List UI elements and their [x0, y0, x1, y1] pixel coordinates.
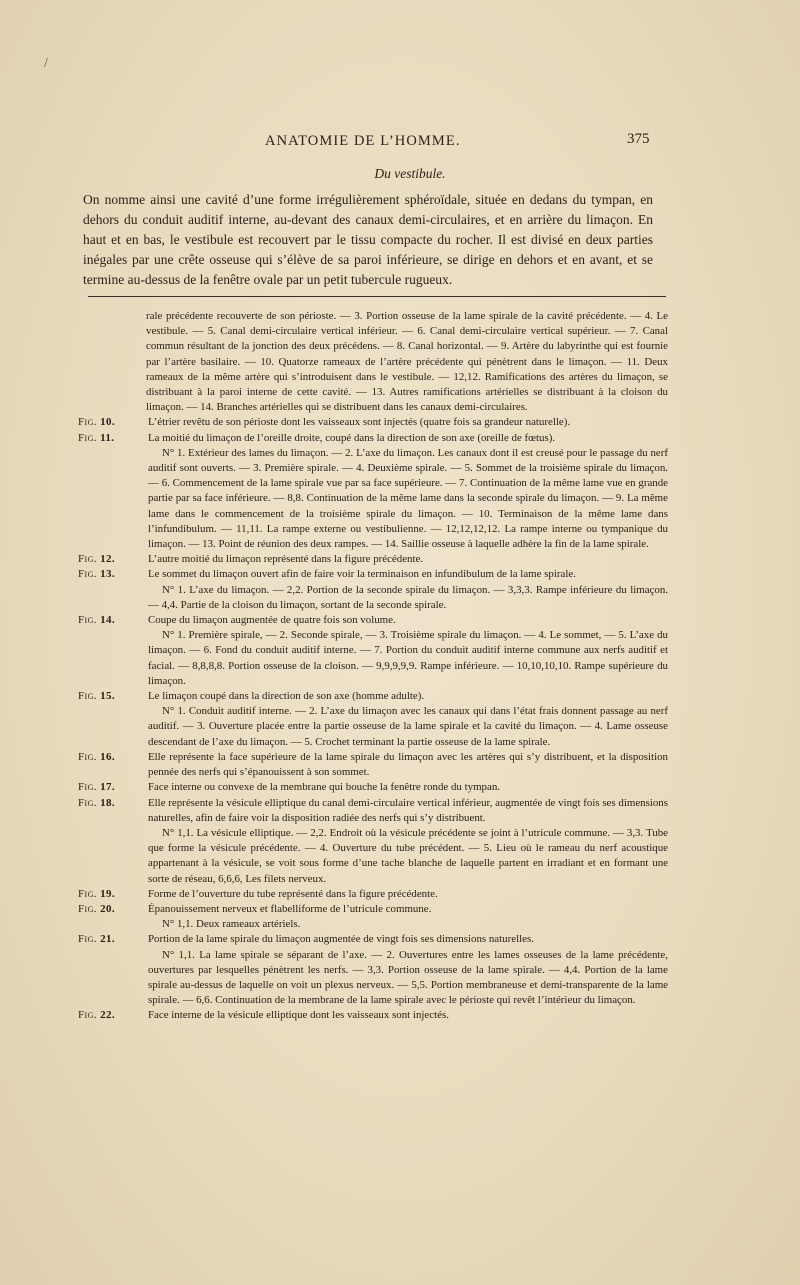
figure-caption: Portion de la lame spirale du limaçon augmentée de vingt fois ses dimensions naturelles.: [148, 933, 534, 946]
figure-caption: Elle représente la vésicule elliptique du canal demi-circulaire vertical inférieur, augmentée de vingt fois ses dimensions naturelles, afin de faire voir la disposition radiée des nerfs qui s’y distribuent.: [148, 796, 668, 824]
figure-number: 17.: [100, 781, 116, 794]
figure-number: 13.: [100, 568, 116, 581]
section-divider: [88, 296, 666, 297]
figure-caption: Elle représente la face supérieure de la lame spirale du limaçon avec les artères qui s’y distribuent, et la disposition pennée des nerfs qui s’épanouissent à son sommet.: [148, 750, 668, 779]
figure-label: [78, 1008, 140, 1023]
figure-number: 12.: [100, 553, 116, 566]
figure-caption: Épanouissement nerveux et flabelliforme de l’utricule commune.: [148, 902, 432, 915]
figure-label-word: Fig.: [78, 431, 97, 444]
figure-caption: Le sommet du limaçon ouvert afin de faire voir la terminaison en infundibulum de la lame spirale.: [148, 568, 576, 581]
figure-label-word: Fig.: [78, 690, 97, 703]
figure-key: N° 1. Première spirale, — 2. Seconde spirale, — 3. Troisième spirale du limaçon. — 4. Le sommet, — 5. L’axe du limaçon. — 6. Fond du conduit auditif interne. — 7. Portion du conduit auditif interne commune aux nerfs auditif et facial. — 8,8,8,8. Portion osseuse de la cloison. — 9,9,9,9,9. Rampe inférieure. — 10,10,10,10. Rampe supérieure du limaçon.: [148, 629, 668, 687]
figure-entry: [78, 1008, 668, 1023]
figure-number: 11.: [100, 431, 115, 444]
figure-key: N° 1,1. La vésicule elliptique. — 2,2. Endroit où la vésicule précédente se joint à l’utricule commune. — 3,3. Tube que forme la vésicule précédente. — 4. Ouverture du tube précédent. — 5. Lieu où le rameau du nerf acoustique appartenant à la vésicule, se voit sous forme d’une tache blanche de laquelle partent en irradiant et en formant une sorte de réseau, 6,6,6, Les filets nerveux.: [148, 826, 668, 885]
figure-number: 10.: [100, 416, 116, 429]
figure-label: [78, 932, 140, 947]
figure-label: [78, 689, 140, 704]
running-title: ANATOMIE DE L’HOMME.: [265, 133, 461, 149]
figure-label: [78, 780, 140, 795]
figure-entry: [78, 750, 668, 780]
figure-caption: L’autre moitié du limaçon représenté dans la figure précédente.: [148, 553, 424, 566]
figure-caption: L’étrier revêtu de son périoste dont les vaisseaux sont injectés (quatre fois sa grandeur naturelle).: [148, 416, 571, 429]
figure-label: [78, 613, 140, 628]
figure-key: N° 1,1. La lame spirale se séparant de l’axe. — 2. Ouvertures entre les lames osseuses de la lame précédente, ouvertures par lesquelles pénètrent les nerfs. — 3,3. Portion osseuse de la lame spirale. — 4,4. Portion de la lame spirale au-dessus de laquelle on voit un plexus nerveux. — 5,5. Portion membraneuse et demi-transparente de la lame spirale. — 6,6. Continuation de la membrane de la lame spirale avec le périoste qui revêt l’intérieur du limaçon.: [148, 948, 668, 1007]
figure-caption: Forme de l’ouverture du tube représenté dans la figure précédente.: [148, 887, 438, 900]
figure-caption: Coupe du limaçon augmentée de quatre fois son volume.: [148, 614, 396, 627]
figure-entry: [78, 613, 668, 689]
figure-entry: [78, 902, 668, 932]
figure-entry: [78, 415, 668, 430]
figure-key: N° 1,1. Deux rameaux artériels.: [162, 918, 301, 931]
figure-label-word: Fig.: [78, 416, 97, 429]
figure-entry: [78, 887, 668, 902]
figure-label-word: Fig.: [78, 887, 97, 900]
figure-caption: La moitié du limaçon de l’oreille droite, coupé dans la direction de son axe (oreille de fœtus).: [148, 431, 556, 444]
figure-number: 18.: [100, 796, 116, 809]
figure-entry: [78, 431, 668, 553]
figure-key: N° 1. L’axe du limaçon. — 2,2. Portion de la seconde spirale du limaçon. — 3,3,3. Rampe inférieure du limaçon. — 4,4. Partie de la cloison du limaçon, sortant de la seconde spirale.: [148, 583, 668, 611]
figure-entry: [78, 689, 668, 750]
page-number: 375: [627, 131, 650, 147]
figure-entry: [78, 552, 668, 567]
figure-entry: [78, 567, 668, 613]
figure-label-word: Fig.: [78, 796, 97, 809]
figure-number: 14.: [100, 614, 116, 627]
figure-entry: [78, 932, 668, 1008]
figure-number: 21.: [100, 933, 116, 946]
figure-key: N° 1. Conduit auditif interne. — 2. L’axe du limaçon avec les canaux qui dans l’état frais donnent passage au nerf auditif. — 3. Ouverture placée entre la partie osseuse de la lame spirale et la cavité du limaçon. — 4. Lame osseuse descendant de l’axe du limaçon. — 5. Crochet terminant la partie osseuse de la lame spirale.: [148, 705, 668, 748]
figure-number: 22.: [100, 1009, 116, 1022]
figure-caption: Le limaçon coupé dans la direction de son axe (homme adulte).: [148, 690, 425, 703]
figure-entry: [78, 796, 668, 887]
figure-label-word: Fig.: [78, 614, 97, 627]
figure-label-word: Fig.: [78, 750, 97, 763]
figure-caption: Face interne ou convexe de la membrane qui bouche la fenêtre ronde du tympan.: [148, 781, 500, 794]
figure-label: [78, 431, 140, 446]
figure-label-word: Fig.: [78, 568, 97, 581]
figure-label-word: Fig.: [78, 553, 97, 566]
margin-mark: /: [44, 56, 48, 71]
figure-label-word: Fig.: [78, 781, 97, 794]
figure-label-word: Fig.: [78, 902, 97, 915]
figure-label: [78, 796, 140, 811]
figure-label: [78, 887, 140, 902]
figure-label-word: Fig.: [78, 933, 97, 946]
figure-number: 16.: [100, 750, 116, 763]
figure-label: [78, 552, 140, 567]
legend-continuation: rale précédente recouverte de son périoste. — 3. Portion osseuse de la lame spirale de la cavité précédente. — 4. Le vestibule. — 5. Canal demi-circulaire vertical inférieur. — 6. Canal demi-circulaire vertical supérieur. — 7. Canal commun résultant de la jonction des deux précédens. — 8. Canal horizontal. — 9. Artère du labyrinthe qui est fournie par l’artère basilaire. — 10. Quatorze rameaux de l’artère précédente qui pénètrent dans le limaçon. — 11. Deux rameaux de la même artère qui s’introduisent dans le vestibule. — 12,12. Ramifications des artères du limaçon, se distribuant à la paroi interne de cette cavité. — 13. Autres ramifications artérielles se distribuant à la cloison du limaçon. — 14. Branches artérielles qui se distribuent dans les canaux demi-circulaires.: [146, 310, 668, 414]
intro-paragraph: On nomme ainsi une cavité d’une forme irrégulièrement sphéroïdale, située en dedans du tympan, en dehors du conduit auditif interne, au-devant des canaux demi-circulaires, et en arrière du limaçon. En haut et en bas, le vestibule est recouvert par le tissu compacte du rocher. Il est divisé en deux parties inégales par une crête osseuse qui s’élève de sa paroi inférieure, se dirige en dehors et en avant, et se termine au-dessus de la fenêtre ovale par un petit tubercule rugueux.: [83, 192, 653, 287]
figure-label: [78, 750, 140, 765]
figure-key: N° 1. Extérieur des lames du limaçon. — 2. L’axe du limaçon. Les canaux dont il est creusé pour le passage du nerf auditif sont ouverts. — 3. Première spirale. — 4. Deuxième spirale. — 5. Sommet de la troisième spirale du limaçon. — 6. Commencement de la lame spirale vue par sa face supérieure. — 7. Continuation de la même lame vue en grande partie par sa face inférieure. — 8,8. Continuation de la même lame dans la seconde spirale du limaçon. — 9. La même lame dans le commencement de la troisième spirale du limaçon. — 10. Terminaison de la même lame dans l’infundibulum. — 11,11. La rampe externe ou vestibulienne. — 12,12,12,12. La rampe interne ou tympanique du limaçon. — 13. Point de réunion des deux rampes. — 14. Saillie osseuse à laquelle adhère la fin de la lame spirale.: [148, 446, 668, 551]
figure-entry: [78, 780, 668, 795]
figure-legend: [78, 309, 668, 1024]
page-header: [0, 133, 800, 155]
figure-label: [78, 567, 140, 582]
figure-number: 15.: [100, 690, 116, 703]
figure-label-word: Fig.: [78, 1009, 97, 1022]
figure-caption: Face interne de la vésicule elliptique dont les vaisseaux sont injectés.: [148, 1009, 449, 1022]
section-title: Du vestibule.: [374, 166, 446, 181]
figure-number: 19.: [100, 887, 116, 900]
figure-label: [78, 902, 140, 917]
figure-number: 20.: [100, 902, 116, 915]
figure-label: [78, 415, 140, 430]
